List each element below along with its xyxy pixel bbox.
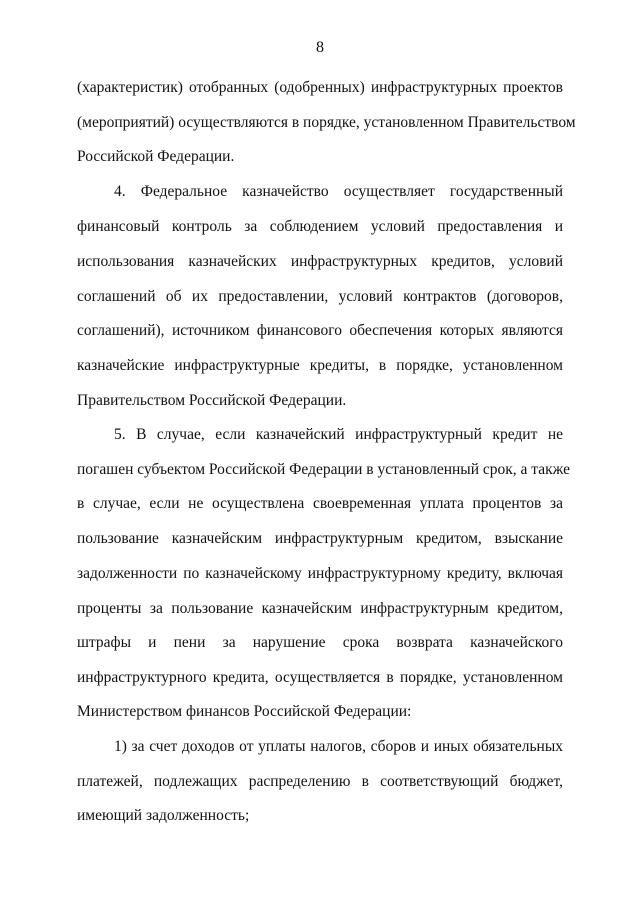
text-line: 4. Федеральное казначейство осуществляет государственный bbox=[114, 183, 563, 200]
text-line: казначейские инфраструктурные кредиты, в порядке, установленном bbox=[77, 357, 563, 374]
page-number: 8 bbox=[316, 39, 324, 56]
text-line: 5. В случае, если казначейский инфраструктурный кредит не bbox=[114, 426, 563, 443]
text-line: финансовый контроль за соблюдением условий предоставления и bbox=[77, 218, 563, 235]
text-line: соглашений об их предоставлении, условий контрактов (договоров, bbox=[77, 288, 563, 305]
text-line: (характеристик) отобранных (одобренных) инфраструктурных проектов bbox=[77, 79, 563, 96]
text-line: погашен субъектом Российской Федерации в установленный срок, а также bbox=[77, 461, 571, 478]
text-line: инфраструктурного кредита, осуществляется в порядке, установленном bbox=[77, 669, 563, 686]
text-line: платежей, подлежащих распределению в соответствующий бюджет, bbox=[77, 773, 563, 790]
text-line: в случае, если не осуществлена своевременная уплата процентов за bbox=[77, 495, 563, 512]
text-line: использования казначейских инфраструктурных кредитов, условий bbox=[77, 253, 563, 270]
text-line: проценты за пользование казначейским инфраструктурным кредитом, bbox=[77, 600, 563, 617]
text-line: Правительством Российской Федерации. bbox=[77, 392, 347, 409]
text-line: имеющий задолженность; bbox=[77, 807, 250, 824]
text-line: Российской Федерации. bbox=[77, 148, 235, 165]
text-line: пользование казначейским инфраструктурным кредитом, взыскание bbox=[77, 530, 563, 547]
text-line: (мероприятий) осуществляются в порядке, установленном Правительством bbox=[77, 114, 576, 131]
text-line: штрафы и пени за нарушение срока возврата казначейского bbox=[77, 634, 563, 651]
text-line: Министерством финансов Российской Федерации: bbox=[77, 703, 412, 720]
text-line: соглашений), источником финансового обеспечения которых являются bbox=[77, 322, 563, 339]
text-line: 1) за счет доходов от уплаты налогов, сборов и иных обязательных bbox=[114, 738, 563, 755]
text-line: задолженности по казначейскому инфраструктурному кредиту, включая bbox=[77, 565, 563, 582]
